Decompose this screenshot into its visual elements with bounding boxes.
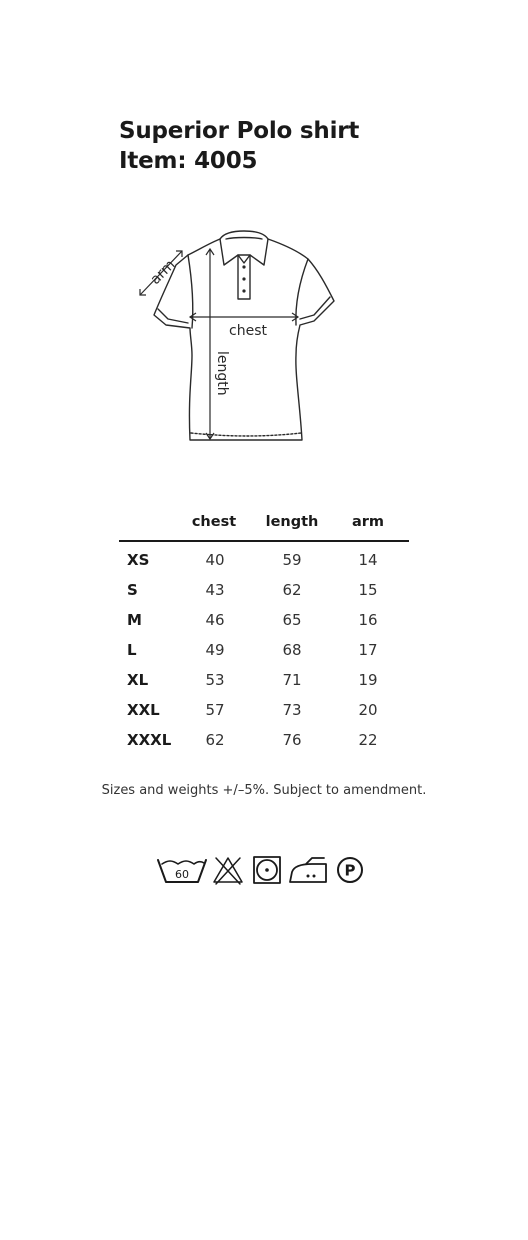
product-title: [119, 116, 359, 176]
collar: [220, 231, 268, 265]
chest-cell: 40: [205, 551, 225, 569]
size-cell: M: [127, 611, 142, 629]
arm-cell: 17: [358, 641, 378, 659]
care-symbols: [156, 852, 366, 888]
length-cell: 59: [282, 551, 302, 569]
polo-shirt-diagram: [130, 225, 350, 455]
size-cell: XXL: [127, 701, 160, 719]
length-cell: 73: [282, 701, 302, 719]
size-cell: XS: [127, 551, 150, 569]
arm-cell: 15: [358, 581, 378, 599]
table-row: [119, 576, 409, 606]
chest-cell: 57: [205, 701, 225, 719]
size-cell: XXXL: [127, 731, 172, 749]
shirt-outline: [154, 239, 334, 440]
length-label: length: [214, 351, 230, 396]
arm-cell: 20: [358, 701, 378, 719]
chest-cell: 62: [205, 731, 225, 749]
wash-temp-label: 60: [175, 868, 189, 881]
size-table: [119, 508, 409, 756]
header-length: length: [265, 514, 319, 530]
arm-cell: 16: [358, 611, 378, 629]
size-table-header: [119, 508, 409, 542]
chest-label: chest: [229, 323, 267, 339]
length-cell: 68: [282, 641, 302, 659]
length-cell: 76: [282, 731, 302, 749]
length-cell: 62: [282, 581, 302, 599]
product-name: Superior Polo shirt: [119, 118, 360, 144]
table-row: [119, 726, 409, 756]
table-row: [119, 666, 409, 696]
size-cell: L: [127, 641, 137, 659]
table-row: [119, 636, 409, 666]
svg-text:P: P: [344, 861, 356, 880]
header-arm: arm: [351, 514, 385, 530]
chest-cell: 49: [205, 641, 225, 659]
chest-cell: 43: [205, 581, 225, 599]
arm-cell: 19: [358, 671, 378, 689]
length-cell: 71: [282, 671, 302, 689]
size-cell: XL: [127, 671, 149, 689]
table-row: [119, 696, 409, 726]
chest-cell: 53: [205, 671, 225, 689]
chest-cell: 46: [205, 611, 225, 629]
length-cell: 65: [282, 611, 302, 629]
iron-medium-icon: [290, 858, 326, 882]
header-chest: chest: [191, 514, 237, 530]
size-cell: S: [127, 581, 138, 599]
no-bleach-icon: [214, 858, 242, 884]
table-row: [119, 606, 409, 636]
item-number: Item: 4005: [119, 148, 258, 174]
arm-cell: 22: [358, 731, 378, 749]
table-row: [119, 546, 409, 576]
arm-label: arm: [147, 256, 179, 288]
disclaimer-note: Sizes and weights +/–5%. Subject to amendment.: [101, 783, 427, 798]
arm-cell: 14: [358, 551, 378, 569]
